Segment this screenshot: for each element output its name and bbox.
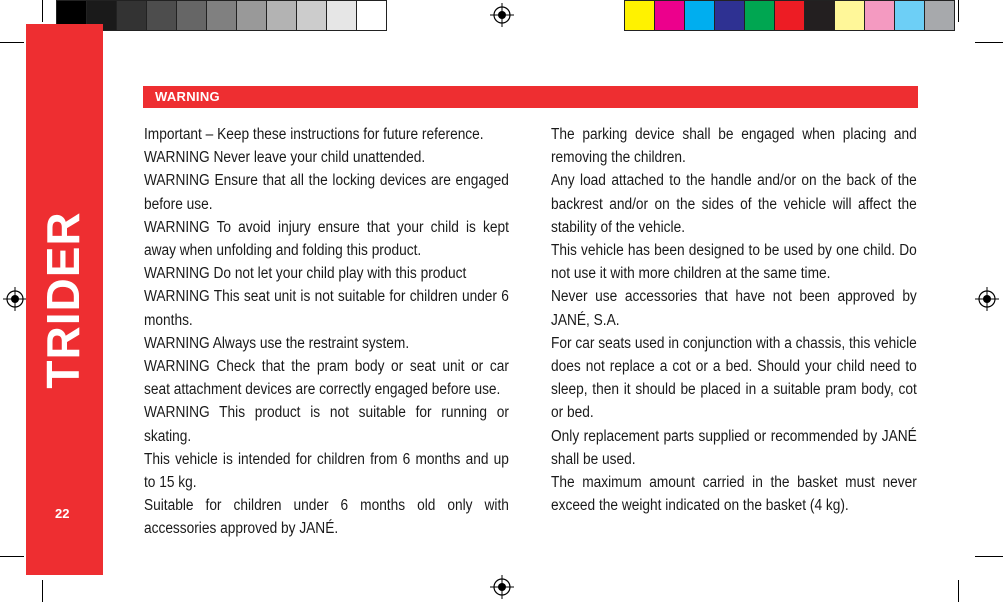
- paragraph: The parking device shall be engaged when placing and removing the children.: [551, 126, 917, 167]
- brand-title: TRIDER: [37, 211, 89, 389]
- paragraph: Never use accessories that have not been approved by JANÉ, S.A.: [551, 288, 917, 329]
- paragraph: WARNING This product is not suitable for running or skating.: [144, 404, 509, 445]
- page-number: 22: [55, 506, 70, 521]
- left-text-column: [144, 123, 509, 541]
- paragraph: WARNING Always use the restraint system.: [144, 334, 410, 352]
- color-swatch: [834, 0, 865, 31]
- paragraph: WARNING Check that the pram body or seat unit or car seat attachment devices are correctly engaged before use.: [144, 358, 509, 399]
- cmyk-color-bar: [624, 0, 954, 31]
- paragraph: This vehicle is intended for children from 6 months and up to 15 kg.: [144, 450, 509, 492]
- color-swatch: [236, 0, 267, 31]
- registration-mark-icon: [490, 575, 514, 599]
- paragraph: WARNING Never leave your child unattended.: [144, 149, 426, 167]
- paragraph: WARNING Ensure that all the locking devices are engaged before use.: [144, 172, 509, 213]
- paragraph: WARNING Do not let your child play with this product: [144, 265, 467, 283]
- color-swatch: [266, 0, 297, 31]
- crop-mark: [975, 556, 1003, 557]
- crop-mark: [958, 0, 959, 22]
- crop-mark: [0, 556, 24, 557]
- color-swatch: [624, 0, 655, 31]
- paragraph: Only replacement parts supplied or recommended by JANÉ shall be used.: [551, 427, 917, 468]
- color-swatch: [356, 0, 387, 31]
- color-swatch: [684, 0, 715, 31]
- color-swatch: [116, 0, 147, 31]
- color-swatch: [864, 0, 895, 31]
- paragraph: WARNING To avoid injury ensure that your child is kept away when unfolding and folding this product.: [144, 218, 509, 260]
- right-text-column: [551, 123, 917, 517]
- crop-mark: [0, 42, 24, 43]
- paragraph: Suitable for children under 6 months old only with accessories approved by JANÉ.: [144, 497, 509, 538]
- registration-mark-icon: [3, 287, 27, 311]
- color-swatch: [714, 0, 745, 31]
- color-swatch: [326, 0, 357, 31]
- color-swatch: [804, 0, 835, 31]
- color-swatch: [296, 0, 327, 31]
- crop-mark: [42, 0, 43, 22]
- registration-mark-icon: [490, 3, 514, 27]
- color-swatch: [654, 0, 685, 31]
- color-swatch: [894, 0, 925, 31]
- crop-mark: [42, 580, 43, 602]
- color-swatch: [176, 0, 207, 31]
- registration-mark-icon: [975, 287, 999, 311]
- crop-mark: [958, 580, 959, 602]
- paragraph: For car seats used in conjunction with a chassis, this vehicle does not replace a cot or a bed. Should your child need to sleep, then it should be placed in a suitable pram body, cot or bed.: [551, 334, 917, 422]
- paragraph: Important – Keep these instructions for future reference.: [144, 126, 484, 143]
- color-swatch: [744, 0, 775, 31]
- paragraph: This vehicle has been designed to be used by one child. Do not use it with more children at the same time.: [551, 242, 917, 283]
- grayscale-color-bar: [56, 0, 386, 31]
- crop-mark: [975, 42, 1003, 43]
- paragraph: Any load attached to the handle and/or on the back of the backrest and/or on the sides of the vehicle will affect the stability of the vehicle.: [551, 172, 917, 236]
- color-swatch: [924, 0, 955, 31]
- paragraph: WARNING This seat unit is not suitable for children under 6 months.: [144, 288, 509, 329]
- color-swatch: [206, 0, 237, 31]
- color-swatch: [146, 0, 177, 31]
- paragraph: The maximum amount carried in the basket must never exceed the weight indicated on the basket (4 kg).: [551, 474, 917, 515]
- section-header-bar: [143, 86, 918, 108]
- color-swatch: [774, 0, 805, 31]
- section-header-label: WARNING: [155, 89, 220, 104]
